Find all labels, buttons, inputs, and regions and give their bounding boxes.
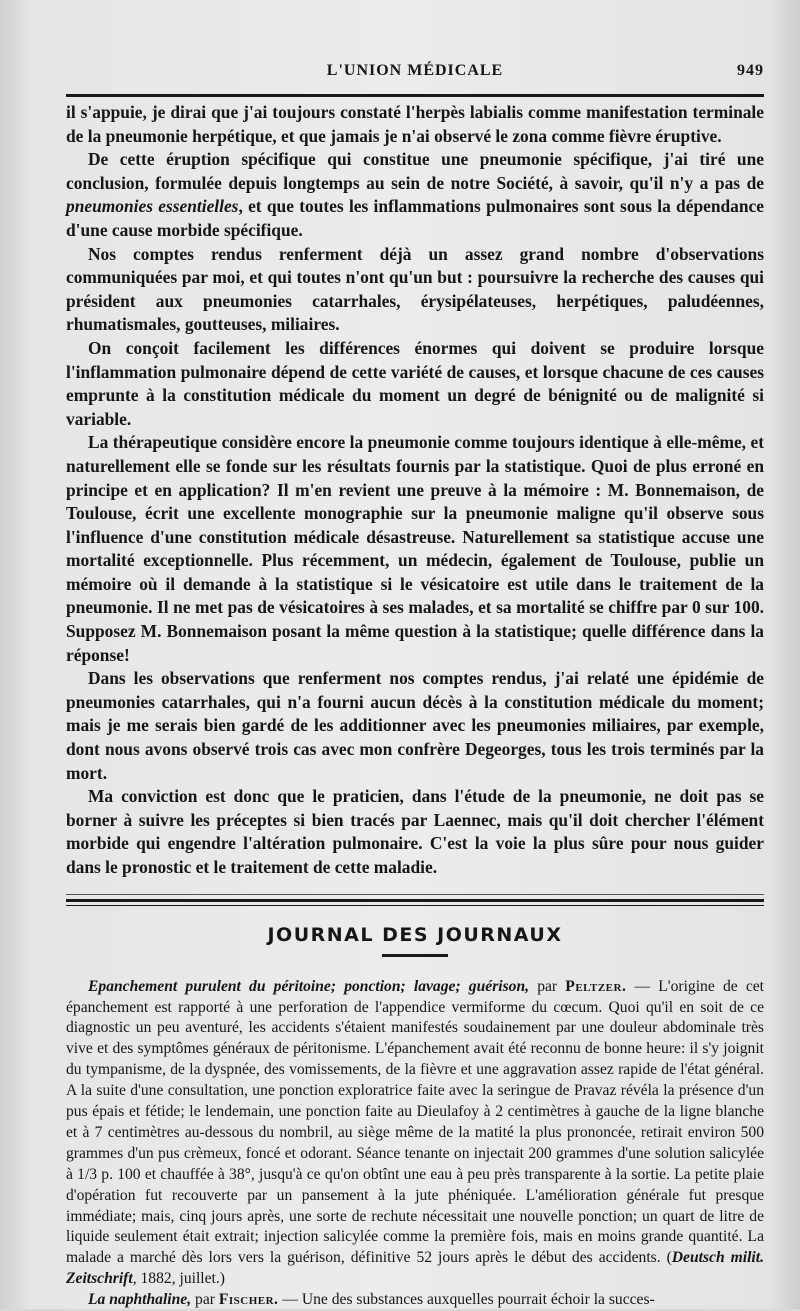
review-author: Fischer. — [218, 1291, 279, 1309]
paragraph: La thérapeutique considère encore la pneumonie comme toujours identique à elle-même, et naturellement elle se fonde sur les résultats fournis par la statistique. Quoi de plus erroné en principe et en application? Il m'en revient une preuve à la mémoire : M. Bonnemaison, de Toulouse, écrit une excellente monographie sur la pneumonie maligne qu'il observe sous l'influence d'une constitution médicale désastreuse. Naturellement sa statistique accuse une mortalité exceptionnelle. Plus récemment, un médecin, également de Toulouse, publie un mémoire où il demande à la statistique si le vésicatoire est utile dans le traitement de la pneumonie. Il ne met pas de vésicatoires à ses malades, et sa mortalité se chiffre par 0 sur 100. Supposez M. Bonnemaison posant la même question à la statistique; quelle différence dans la réponse! — [66, 432, 764, 665]
header-rule — [66, 94, 764, 97]
review-source: Deutsch milit. Zeitschrift — [66, 1249, 764, 1288]
article-body — [66, 101, 764, 880]
page-header-title: L'UNION MÉDICALE — [326, 62, 504, 79]
section-title-rule — [382, 954, 448, 957]
divider-thick-rule — [66, 899, 764, 902]
paragraph-text: , et que toutes les inflammations pulmonaires sont sous la dépendance d'une cause morbide spécifique. — [66, 196, 764, 240]
review-text: — L'origine de cet épanchement est rapporté à une perforation de l'appendice vermiforme du cœcum. Quoi qu'il en soit de ce diagnostic un peu aventuré, les accidents s'étaient manifestés soudainement par une douleur abdominale très vive et des symptômes généraux de péritonisme. L'épanchement avait été reconnu de bonne heure: il s'y joignit du tympanisme, de la dyspnée, des vomissements, de la fièvre et une aggravation assez rapide de l'état général. A la suite d'une consultation, une ponction exploratrice faite avec la seringue de Pravaz révéla la présence d'un pus épais et fétide; le lendemain, une ponction faite au Dieulafoy à 2 centimètres à gauche de la ligne blanche et à 7 centimètres au-dessous du nombril, au siège même de la matité la plus prononcée, retirait environ 500 grammes d'un pus crèmeux, foncé et odorant. Séance tenante on injectait 200 grammes d'une solution salicylée à 1/3 p. 100 et chauffée à 38°, jusqu'à ce qu'on obtînt une eau à peu près transparente à la sortie. La petite plaie d'opération fut recouverte par un pansement à la jute phéniquée. L'amélioration générale fut presque immédiate; mais, cinq jours après, une sorte de rechute nécessitait une nouvelle ponction; un quart de litre de liquide seulement était extrait; injection salicylée comme la première fois, mais en moins grande quantité. La malade a marché dès lors vers la guérison, définitive 52 jours après le début des accidents. ( — [66, 977, 764, 1267]
paragraph: Dans les observations que renferment nos comptes rendus, j'ai relaté une épidémie de pneumonies catarrhales, qui n'a fourni aucun décès à la constitution médicale du moment; mais je me serais bien gardé de les additionner avec les pneumonies miliaires, par exemple, dont nous avons observé trois cas avec mon confrère Degeorges, tous les trois terminés par la mort. — [66, 668, 764, 783]
paragraph — [66, 148, 764, 242]
section-divider — [66, 899, 764, 906]
review-entry — [66, 977, 764, 1291]
paragraph: Ma conviction est donc que le praticien, dans l'étude de la pneumonie, ne doit pas se borner à suivre les préceptes si bien tracés par Laennec, mais qu'il doit chercher l'élément morbide qui engendre l'altération pulmonaire. C'est la voie la plus sûre pour nous guider dans le pronostic et le traitement de cette maladie. — [66, 786, 764, 877]
article-end-rule — [66, 894, 764, 895]
page-number: 949 — [737, 62, 764, 79]
review-entry — [66, 1290, 764, 1311]
journal-reviews — [66, 977, 764, 1311]
paragraph: il s'appuie, je dirai que j'ai toujours constaté l'herpès labialis comme manifestation terminale de la pneumonie herpétique, et que jamais je n'ai observé le zona comme fièvre éruptive. — [66, 102, 764, 146]
review-author: Peltzer. — [565, 977, 627, 995]
divider-thin-rule — [66, 905, 764, 906]
review-source-after: , 1882, juillet.) — [132, 1270, 225, 1288]
review-by: par — [529, 977, 566, 995]
paragraph-text: De cette éruption spécifique qui constitue une pneumonie spécifique, j'ai tiré une conclusion, formulée depuis longtemps au sein de notre Société, à savoir, qu'il n'y a pas de — [66, 149, 764, 193]
paragraph: On conçoit facilement les différences énormes qui doivent se produire lorsque l'inflammation pulmonaire dépend de cette variété de causes, et lorsque chacune de ces causes emprunte à la constitution médicale du moment un degré de bénignité ou de malignité si variable. — [66, 337, 764, 429]
paragraph: Nos comptes rendus renferment déjà un assez grand nombre d'observations communiquées par moi, et qui toutes n'ont qu'un but : poursuivre la recherche des causes qui président aux pneumonies catarrhales, érysipélateuses, herpétiques, paludéennes, rhumatismales, goutteuses, miliaires. — [66, 243, 764, 335]
review-title: Epanchement purulent du péritoine; ponction; lavage; guérison, — [88, 977, 530, 995]
emphasis-text: pneumonies essentielles — [66, 196, 239, 217]
review-title: La naphthaline, — [88, 1291, 192, 1309]
running-header — [66, 58, 764, 88]
section-title: JOURNAL DES JOURNAUX — [267, 923, 563, 946]
review-text: — Une des substances auxquelles pourrait échoir la succes- — [278, 1291, 655, 1309]
review-by: par — [191, 1291, 219, 1309]
